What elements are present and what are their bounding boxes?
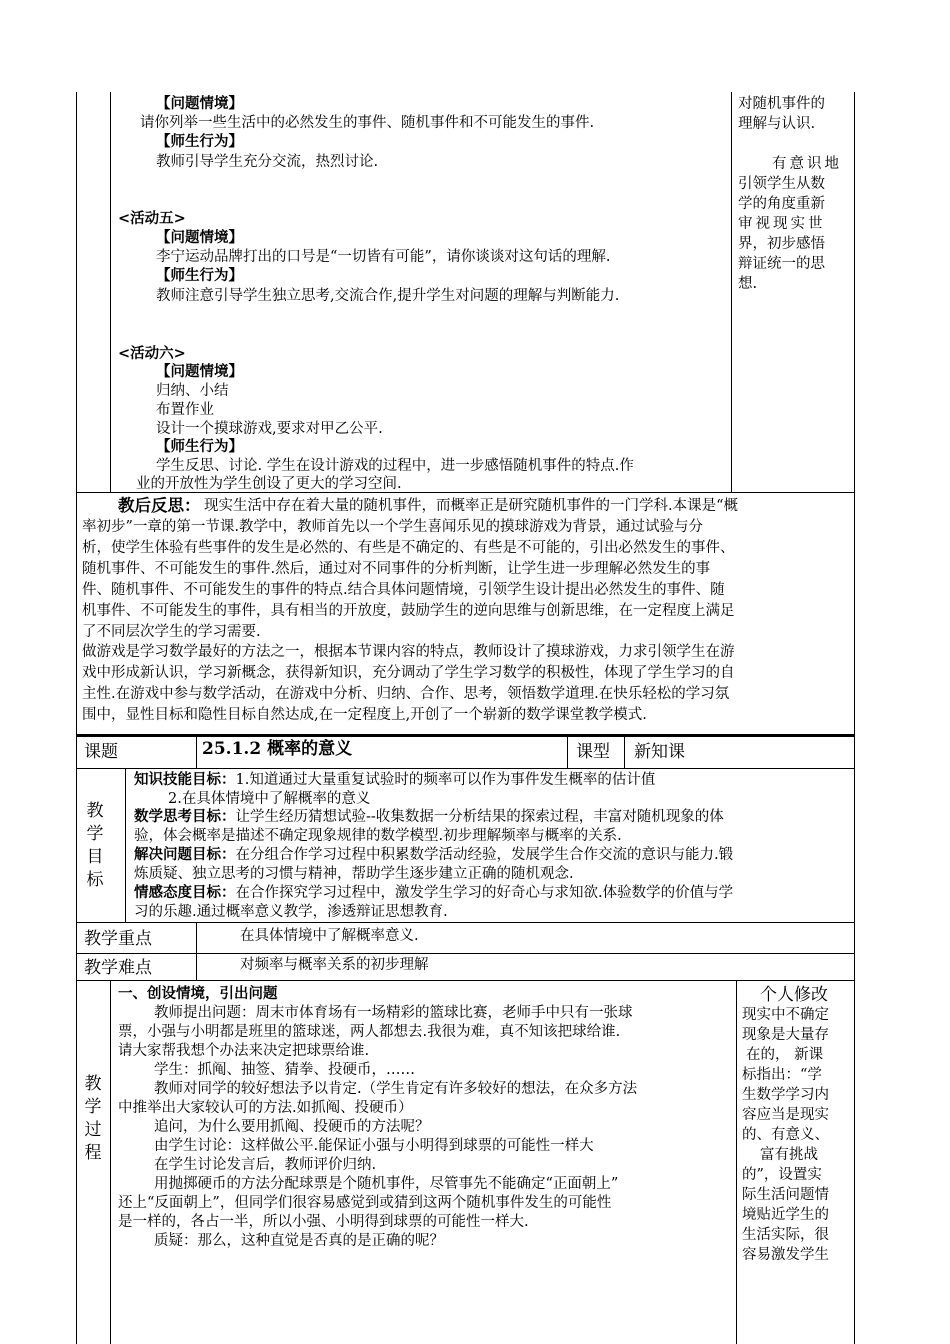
goal-attitude-text: 在合作探究学习过程中，激发学生学习的好奇心与求知欲.体验数学的价值与学 bbox=[235, 885, 734, 901]
process-line: 票，小强与小明都是班里的篮球迷，两人都想去.我很为难，真不知该把球给谁. bbox=[118, 1024, 621, 1040]
personal-note-line: 在的， 新课 bbox=[746, 1047, 824, 1063]
goal-knowledge bbox=[134, 771, 655, 789]
goal-attitude-label: 情感态度目标： bbox=[134, 884, 236, 901]
process-side-char: 学 bbox=[84, 1097, 102, 1117]
side-note-line: 理解与认识. bbox=[738, 116, 816, 132]
personal-note-line: 标指出：“学 bbox=[742, 1067, 822, 1083]
goal-thinking bbox=[134, 808, 724, 826]
process-line: 教师对同学的较好想法予以肯定.（学生肯定有许多较好的想法，在众多方法 bbox=[154, 1081, 638, 1097]
side-note-para: 有意识地 bbox=[772, 156, 842, 172]
process-line: 质疑：那么，这种直觉是否真的是正确的呢？ bbox=[154, 1233, 444, 1249]
activity5-scenario-text: 李宁运动品牌打出的口号是“一切皆有可能”，请你谈谈对这句话的理解. bbox=[156, 249, 611, 265]
personal-note-line: 生活实际，很 bbox=[742, 1227, 829, 1243]
process-section-title: 一、创设情境，引出问题 bbox=[118, 985, 278, 1002]
reflection-line: 件、随机事件、不可能发生的事件的特点.结合具体问题情境，引领学生设计提出必然发生的事件、随 bbox=[82, 582, 725, 598]
key-point-label: 教学重点 bbox=[84, 929, 152, 949]
reflection-line: 围中，显性目标和隐性目标自然达成,在一定程度上,开创了一个崭新的数学课堂教学模式. bbox=[82, 707, 647, 723]
activity6-item: 设计一个摸球游戏,要求对甲乙公平. bbox=[156, 421, 383, 437]
type-label: 课型 bbox=[576, 742, 610, 762]
personal-note-line: 际生活问题情 bbox=[742, 1187, 829, 1203]
goal-solving-text: 在分组合作学习过程中积累数学活动经验，发展学生合作交流的意识与能力.锻 bbox=[235, 847, 734, 863]
activity4-action-label: 【师生行为】 bbox=[156, 133, 243, 150]
activity6-item: 归纳、小结 bbox=[156, 383, 229, 399]
reflection-line: 随机事件、不可能发生的事件.然后，通过对不同事件的分析判断，让学生进一步理解必然发生的事 bbox=[82, 561, 711, 577]
goal-solving-label: 解决问题目标： bbox=[134, 846, 236, 863]
personal-note-line: 现实中不确定 bbox=[742, 1007, 829, 1023]
side-note-para: 想. bbox=[738, 276, 758, 292]
reflection-line: 析，使学生体验有些事件的发生是必然的、有些是不确定的、有些是不可能的，引出必然发生的事件、 bbox=[82, 540, 735, 556]
personal-note-line: 的”，设置实 bbox=[742, 1167, 822, 1183]
process-side-char: 过 bbox=[84, 1120, 102, 1140]
side-note-para: 辩证统一的思 bbox=[738, 256, 825, 272]
activity6-scenario-label: 【问题情境】 bbox=[156, 363, 243, 380]
goals-side-char: 目 bbox=[86, 847, 104, 867]
process-line: 在学生讨论发言后，教师评价归纳. bbox=[154, 1157, 377, 1173]
goals-side-char: 教 bbox=[86, 801, 104, 821]
process-line: 还上“反面朝上”，但同学们很容易感觉到或猜到这两个随机事件发生的可能性 bbox=[118, 1195, 612, 1211]
type-value: 新知课 bbox=[634, 742, 685, 762]
goal-thinking-label: 数学思考目标： bbox=[134, 808, 236, 825]
activity6-action-label: 【师生行为】 bbox=[156, 438, 243, 455]
personal-note-line: 容应当是现实 bbox=[742, 1107, 829, 1123]
difficulty-value: 对频率与概率关系的初步理解 bbox=[240, 957, 429, 973]
process-side-char: 程 bbox=[84, 1143, 102, 1163]
activity4-scenario-label: 【问题情境】 bbox=[156, 95, 243, 112]
process-line: 由学生讨论：这样做公平.能保证小强与小明得到球票的可能性一样大 bbox=[154, 1138, 594, 1154]
lesson-title: 25.1.2 概率的意义 bbox=[202, 739, 353, 759]
reflection-line: 机事件、不可能发生的事件，具有相当的开放度，鼓励学生的逆向思维与创新思维，在一定程度上满足 bbox=[82, 603, 735, 619]
personal-note-line: 的、有意义、 bbox=[742, 1127, 829, 1143]
topic-label: 课题 bbox=[84, 742, 118, 762]
process-side-char: 教 bbox=[84, 1074, 102, 1094]
process-line: 追问，为什么要用抓阄、投硬币的方法呢？ bbox=[154, 1119, 430, 1135]
side-note-para: 引领学生从数 bbox=[738, 176, 825, 192]
goal-attitude bbox=[134, 884, 733, 902]
reflection-line: 做游戏是学习数学最好的方法之一，根据本节课内容的特点，教师设计了摸球游戏，力求引领学生在游 bbox=[82, 644, 735, 660]
goal-knowledge-text: 1.知道通过大量重复试验时的频率可以作为事件发生概率的估计值 bbox=[235, 772, 656, 788]
activity6-action-line: 学生反思、讨论. 学生在设计游戏的过程中，进一步感悟随机事件的特点.作 bbox=[156, 458, 634, 474]
reflection-line: 现实生活中存在着大量的随机事件，而概率正是研究随机事件的一门学科.本课是“概 bbox=[204, 498, 739, 514]
activity6-item: 布置作业 bbox=[156, 402, 214, 418]
process-line: 教师提出问题：周末市体育场有一场精彩的篮球比赛，老师手中只有一张球 bbox=[154, 1005, 633, 1021]
activity5-scenario-label: 【问题情境】 bbox=[156, 229, 243, 246]
activity6-action-line: 业的开放性为学生创设了更大的学习空间. bbox=[136, 476, 402, 492]
activity4-scenario-text: 请你列举一些生活中的必然发生的事件、随机事件和不可能发生的事件. bbox=[140, 115, 595, 131]
side-note-line: 对随机事件的 bbox=[738, 96, 825, 112]
process-line: 学生：抓阄、抽签、猜拳、投硬币，…… bbox=[154, 1062, 415, 1078]
personal-note-line: 境贴近学生的 bbox=[742, 1207, 829, 1223]
personal-note-line: 现象是大量存 bbox=[742, 1027, 829, 1043]
process-line: 中推举出大家较认可的方法.如抓阄、投硬币） bbox=[118, 1100, 413, 1116]
goal-knowledge-label: 知识技能目标： bbox=[134, 771, 236, 788]
side-note-para: 界，初步感悟 bbox=[738, 236, 825, 252]
process-line: 请大家帮我想个办法来决定把球票给谁. bbox=[118, 1043, 370, 1059]
goals-side-char: 学 bbox=[86, 824, 104, 844]
difficulty-label: 教学难点 bbox=[84, 958, 152, 978]
key-point-value: 在具体情境中了解概率意义. bbox=[240, 928, 419, 944]
personal-note-line: 生数学学习内 bbox=[742, 1087, 829, 1103]
reflection-line: 戏中形成新认识，学习新概念，获得新知识，充分调动了学生学习数学的积极性，体现了学生学习的自 bbox=[82, 665, 735, 681]
goal-attitude-text2: 习的乐趣.通过概率意义教学，渗透辩证思想教育. bbox=[134, 904, 448, 920]
side-note-para: 学的角度重新 bbox=[738, 196, 825, 212]
reflection-line: 率初步”一章的第一节课.教学中，教师首先以一个学生喜闻乐见的摸球游戏为背景，通过试验与分 bbox=[82, 519, 704, 535]
activity5-action-text: 教师注意引导学生独立思考,交流合作,提升学生对问题的理解与判断能力. bbox=[156, 288, 620, 304]
reflection-line: 了不同层次学生的学习需要. bbox=[82, 624, 261, 640]
process-line: 用抛掷硬币的方法分配球票是个随机事件，尽管事先不能确定“正面朝上” bbox=[154, 1176, 619, 1192]
personal-note-line: 富有挑战 bbox=[760, 1147, 818, 1163]
goal-thinking-text: 让学生经历猜想试验--收集数据一分析结果的探索过程，丰富对随机现象的体 bbox=[235, 809, 724, 825]
personal-note-title: 个人修改 bbox=[760, 985, 828, 1005]
reflection-line: 主性.在游戏中参与数学活动，在游戏中分析、归纳、合作、思考，领悟数学道理.在快乐轻松的学习氛 bbox=[82, 686, 730, 702]
activity5-action-label: 【师生行为】 bbox=[156, 267, 243, 284]
goal-thinking-text2: 验，体会概率是描述不确定现象规律的数学模型.初步理解频率与概率的关系. bbox=[134, 828, 622, 844]
personal-note-line: 容易激发学生 bbox=[742, 1247, 829, 1263]
goals-side-char: 标 bbox=[86, 870, 104, 890]
activity4-action-text: 教师引导学生充分交流，热烈讨论. bbox=[156, 154, 379, 170]
goal-knowledge-text2: 2.在具体情境中了解概率的意义 bbox=[168, 791, 371, 807]
side-note-para: 审视现实世 bbox=[738, 216, 826, 232]
activity5-title: <活动五> bbox=[118, 210, 186, 227]
activity6-title: <活动六> bbox=[118, 345, 186, 362]
reflection-label: 教后反思： bbox=[118, 496, 201, 515]
goal-solving-text2: 炼质疑、独立思考的习惯与精神，帮助学生逐步建立正确的随机观念. bbox=[134, 866, 574, 882]
goal-solving bbox=[134, 846, 733, 864]
process-line: 是一样的，各占一半，所以小强、小明得到球票的可能性一样大. bbox=[118, 1214, 529, 1230]
